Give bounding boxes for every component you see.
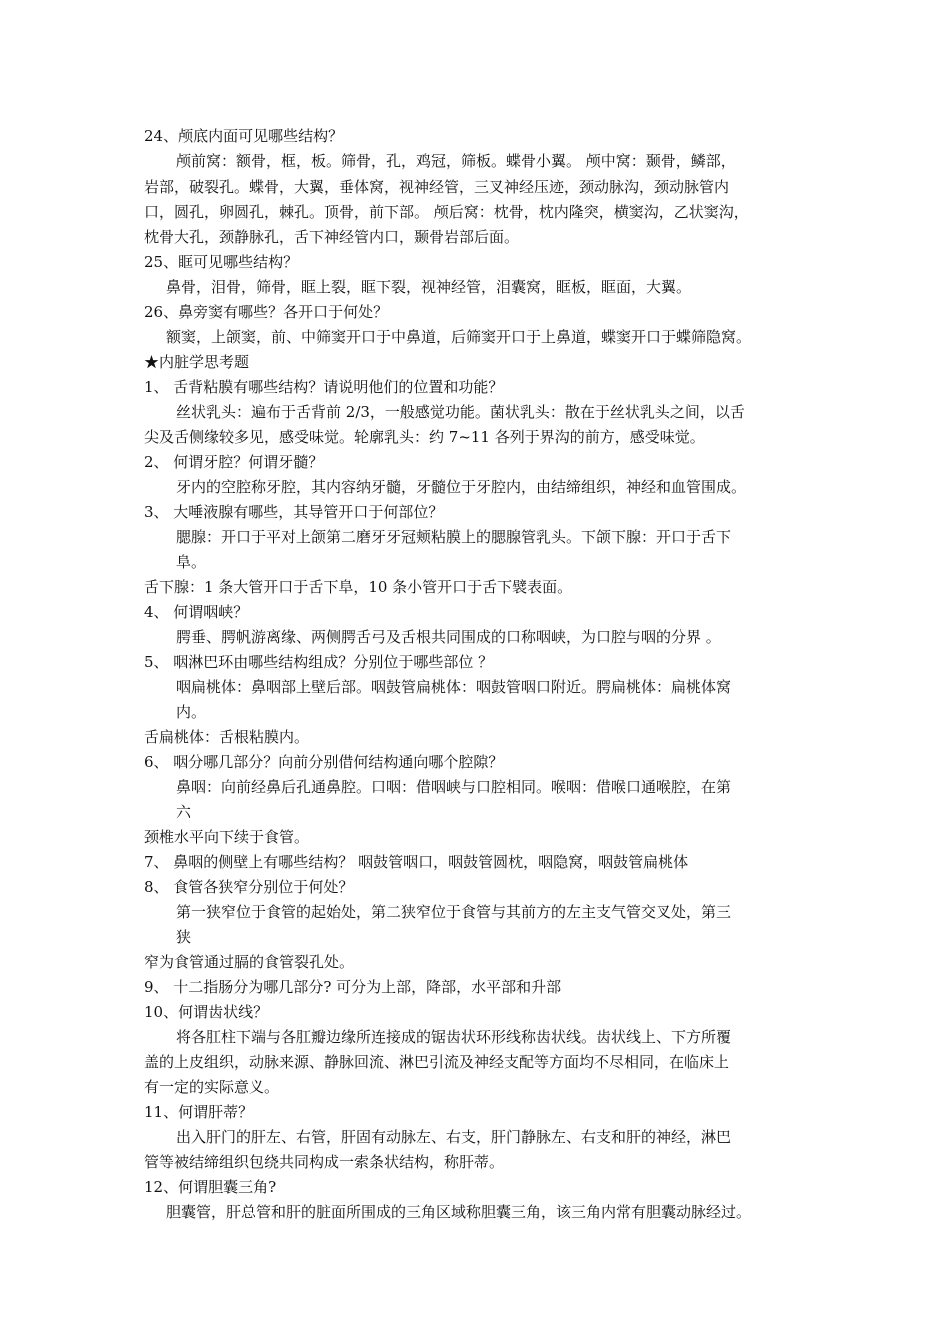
answer-text: 出入肝门的肝左、右管，肝固有动脉左、右支，肝门静脉左、右支和肝的神经，淋巴 xyxy=(176,1128,732,1146)
question-9: 9、 十二指肠分为哪几部分? 可分为上部，降部，水平部和升部 xyxy=(144,978,562,996)
answer-text: 将各肛柱下端与各肛瓣边缘所连接成的锯齿状环形线称齿状线。齿状线上、下方所覆 xyxy=(176,1028,732,1046)
answer-text: 六 xyxy=(176,803,192,821)
question-6: 6、 咽分哪几部分？向前分别借何结构通向哪个腔隙？ xyxy=(144,753,504,771)
answer-text: 颅前窝：额骨，框，板。筛骨，孔，鸡冠，筛板。蝶骨小翼。 颅中窝：颞骨，鳞部， xyxy=(176,152,736,170)
answer-text: 有一定的实际意义。 xyxy=(144,1078,280,1096)
section-heading: ★内脏学思考题 xyxy=(144,353,250,371)
question-11: 11、何谓肝蒂？ xyxy=(144,1103,254,1121)
answer-text: 牙内的空腔称牙腔，其内容纳牙髓，牙髓位于牙腔内，由结缔组织，神经和血管围成。 xyxy=(176,478,747,496)
answer-text: 岩部，破裂孔。蝶骨，大翼，垂体窝，视神经管，三叉神经压迹，颈动脉沟，颈动脉管内 xyxy=(144,178,730,196)
answer-text: 胆囊管，肝总管和肝的脏面所围成的三角区域称胆囊三角，该三角内常有胆囊动脉经过。 xyxy=(166,1203,752,1221)
answer-text: 舌下腺：1 条大管开口于舌下阜，10 条小管开口于舌下襞表面。 xyxy=(144,578,573,596)
question-8: 8、 食管各狭窄分别位于何处？ xyxy=(144,878,354,896)
answer-text: 内。 xyxy=(176,703,207,721)
answer-text: 口，圆孔，卵圆孔，棘孔。顶骨，前下部。 颅后窝：枕骨，枕内隆突，横窦沟，乙状窦沟， xyxy=(144,203,749,221)
answer-text: 阜。 xyxy=(176,553,207,571)
question-10: 10、何谓齿状线？ xyxy=(144,1003,269,1021)
answer-text: 丝状乳头：遍布于舌背前 2/3，一般感觉功能。菌状乳头：散在于丝状乳头之间，以舌 xyxy=(176,403,745,421)
answer-text: 第一狭窄位于食管的起始处，第二狭窄位于食管与其前方的左主支气管交叉处，第三 xyxy=(176,903,732,921)
question-12: 12、何谓胆囊三角? xyxy=(144,1178,277,1196)
question-7: 7、 鼻咽的侧壁上有哪些结构？ 咽鼓管咽口，咽鼓管圆枕，咽隐窝，咽鼓管扁桃体 xyxy=(144,853,689,871)
answer-text: 咽扁桃体：鼻咽部上壁后部。咽鼓管扁桃体：咽鼓管咽口附近。腭扁桃体：扁桃体窝 xyxy=(176,678,732,696)
question-4: 4、 何谓咽峡？ xyxy=(144,603,249,621)
answer-text: 舌扁桃体：舌根粘膜内。 xyxy=(144,728,310,746)
answer-text: 鼻咽：向前经鼻后孔通鼻腔。口咽：借咽峡与口腔相同。喉咽：借喉口通喉腔，在第 xyxy=(176,778,732,796)
question-25: 25、眶可见哪些结构？ xyxy=(144,253,299,271)
answer-text: 狭 xyxy=(176,928,192,946)
question-24: 24、颅底内面可见哪些结构？ xyxy=(144,127,344,145)
answer-text: 腮腺：开口于平对上颌第二磨牙牙冠颊粘膜上的腮腺管乳头。下颌下腺：开口于舌下 xyxy=(176,528,732,546)
question-1: 1、 舌背粘膜有哪些结构？请说明他们的位置和功能？ xyxy=(144,378,504,396)
answer-text: 窄为食管通过膈的食管裂孔处。 xyxy=(144,953,355,971)
answer-text: 额窦，上颌窦，前、中筛窦开口于中鼻道，后筛窦开口于上鼻道，蝶窦开口于蝶筛隐窝。 xyxy=(166,328,752,346)
question-5: 5、 咽淋巴环由哪些结构组成？分别位于哪些部位 ？ xyxy=(144,653,494,671)
question-26: 26、鼻旁窦有哪些？各开口于何处？ xyxy=(144,303,389,321)
answer-text: 枕骨大孔，颈静脉孔，舌下神经管内口，颞骨岩部后面。 xyxy=(144,228,520,246)
answer-text: 鼻骨，泪骨，筛骨，眶上裂，眶下裂，视神经管，泪囊窝，眶板，眶面，大翼。 xyxy=(166,278,692,296)
answer-text: 盖的上皮组织，动脉来源、静脉回流、淋巴引流及神经支配等方面均不尽相同，在临床上 xyxy=(144,1053,730,1071)
answer-text: 腭垂、腭帆游离缘、两侧腭舌弓及舌根共同围成的口称咽峡，为口腔与咽的分界 。 xyxy=(176,628,721,646)
answer-text: 尖及舌侧缘较多见，感受味觉。轮廓乳头：约 7~11 各列于界沟的前方，感受味觉。 xyxy=(144,428,705,446)
question-3: 3、 大唾液腺有哪些，其导管开口于何部位？ xyxy=(144,503,444,521)
answer-text: 管等被结缔组织包绕共同构成一索条状结构，称肝蒂。 xyxy=(144,1153,505,1171)
question-2: 2、 何谓牙腔？何谓牙髓？ xyxy=(144,453,324,471)
answer-text: 颈椎水平向下续于食管。 xyxy=(144,828,310,846)
